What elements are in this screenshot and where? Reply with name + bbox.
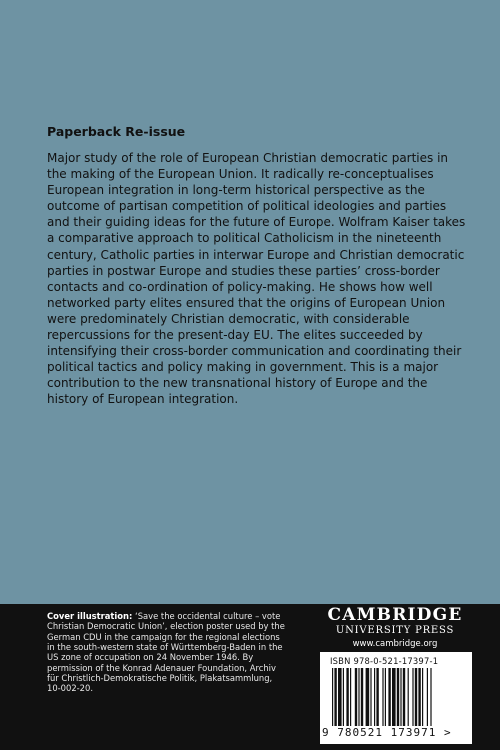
isbn-text: ISBN 978-0-521-17397-1 (330, 656, 439, 666)
cover-credit (47, 611, 287, 694)
barcode-panel (320, 652, 472, 744)
publisher-url: www.cambridge.org (352, 639, 438, 649)
publisher-logo (325, 604, 465, 650)
publisher-name: CAMBRIDGE (327, 605, 463, 625)
cover-credit-text: ‘Save the occidental culture – vote Christian Democratic Union’, election poster used by the German CDU in the campaign for the regional elections in the south-western state of Württemberg-Baden in the US zone of occupation on 24 November 1946. By permission of the Konrad Adenauer Foundation, Archiv für Christlich-Demokratische Politik, Plakatsammlung, 10-002-20. (47, 611, 285, 694)
page-heading: Paperback Re-issue (47, 124, 186, 139)
cover-credit-label: Cover illustration: (47, 611, 133, 621)
publisher-subtitle: UNIVERSITY PRESS (335, 625, 455, 636)
description-text: Major study of the role of European Christian democratic parties in the making of the European Union. It radically re-conceptualises European integration in long-term historical perspective as the outcome of partisan competition of political ideologies and parties and their guiding ideas for the future of Europe. Wolfram Kaiser takes a comparative approach to political Catholicism in the nineteenth century, Catholic parties in interwar Europe and Christian democratic parties in postwar Europe and studies these parties’ cross-border contacts and co-ordination of policy-making. He shows how well networked party elites ensured that the origins of European Union were predominately Christian democratic, with considerable repercussions for the present-day EU. The elites succeeded by intensifying their cross-border communication and coordinating their political tactics and policy making in government. This is a major contribution to the new transnational history of Europe and the history of European integration. (47, 151, 466, 407)
barcode-digits: 9 780521 173971 > (322, 726, 452, 739)
barcode-icon (332, 668, 464, 726)
